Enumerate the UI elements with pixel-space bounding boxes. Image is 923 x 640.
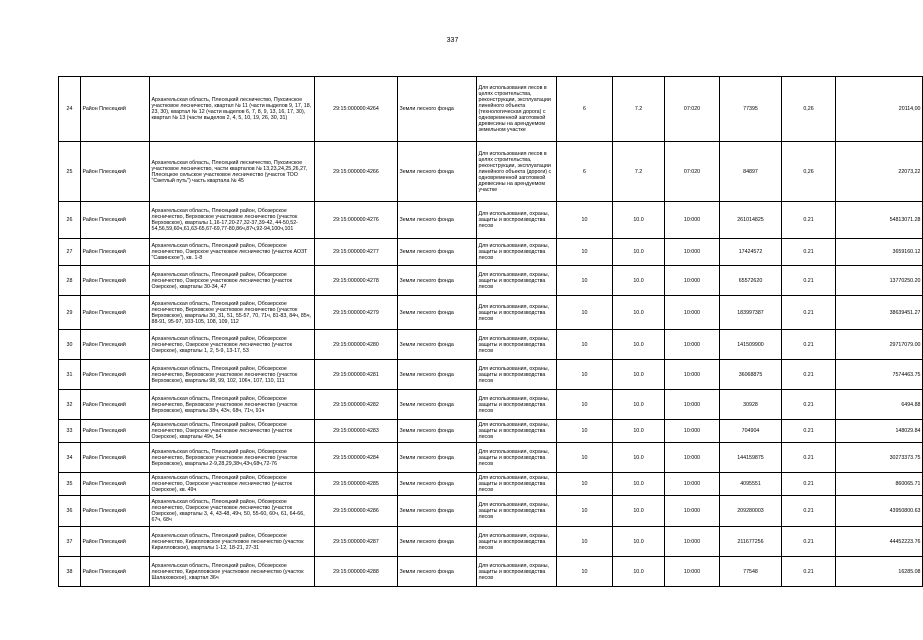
usage-purpose: Для использования, охраны, защиты и воспроизводства лесов <box>477 390 557 420</box>
location-description: Архангельская область, Плесецкий район, Обозерское лесничество, Верховское участковое лесничество (участок Верховское), кварталы 30, 31, 51, 55-57, 70, 71ч, 81-83, 84ч, 85ч, 88-91, 95-97, 103-105, 108, 109, 112 <box>150 296 315 330</box>
coefficient-2: 10.0 <box>613 390 665 420</box>
code-cell: 10:000 <box>665 420 720 443</box>
area-cell: 261014825 <box>720 202 782 239</box>
cadastral-number: 29:15:000000:4264 <box>315 77 398 142</box>
row-number: 28 <box>59 266 81 296</box>
table-row <box>59 142 923 202</box>
payment-cell: 16285.08 <box>836 557 923 587</box>
district-cell: Район Плесецкий <box>81 330 150 360</box>
usage-purpose: Для использования, охраны, защиты и воспроизводства лесов <box>477 330 557 360</box>
coefficient-1: 10 <box>557 420 613 443</box>
coefficient-2: 10.0 <box>613 239 665 266</box>
payment-cell: 860065.71 <box>836 473 923 496</box>
rate-cell: 0,26 <box>782 77 836 142</box>
location-description: Архангельская область, Плесецкий район, Обозерское лесничество, Верховское участковое лесничество (участок Верховское), кварталы 38ч, 43ч, 68ч, 71ч, 91ч <box>150 390 315 420</box>
district-cell: Район Плесецкий <box>81 266 150 296</box>
usage-purpose: Для использования, охраны, защиты и воспроизводства лесов <box>477 420 557 443</box>
usage-purpose: Для использования, охраны, защиты и воспроизводства лесов <box>477 473 557 496</box>
coefficient-1: 6 <box>557 142 613 202</box>
cadastral-number: 29:15:000000:4282 <box>315 390 398 420</box>
coefficient-2: 10.0 <box>613 557 665 587</box>
usage-purpose: Для использования, охраны, защиты и воспроизводства лесов <box>477 266 557 296</box>
land-category: Земли лесного фонда <box>398 202 477 239</box>
row-number: 34 <box>59 443 81 473</box>
coefficient-2: 10.0 <box>613 527 665 557</box>
location-description: Архангельская область, Плесецкий район, Обозерское лесничество, Верховское участковое лесничество (участок Верховское), кварталы 1,16-17,20-27,32-37,39-42, 44-50,52-54,56,59,60ч,61,63-65,67-69,77-80,86ч,87ч,92-94,100ч,101 <box>150 202 315 239</box>
usage-purpose: Для использования, охраны, защиты и воспроизводства лесов <box>477 202 557 239</box>
cadastral-number: 29:15:000000:4281 <box>315 360 398 390</box>
coefficient-1: 10 <box>557 390 613 420</box>
row-number: 29 <box>59 296 81 330</box>
cadastral-number: 29:15:000000:4286 <box>315 496 398 527</box>
code-cell: 10:000 <box>665 527 720 557</box>
code-cell: 10:000 <box>665 496 720 527</box>
district-cell: Район Плесецкий <box>81 473 150 496</box>
coefficient-1: 10 <box>557 557 613 587</box>
district-cell: Район Плесецкий <box>81 557 150 587</box>
district-cell: Район Плесецкий <box>81 296 150 330</box>
land-category: Земли лесного фонда <box>398 473 477 496</box>
rate-cell: 0.21 <box>782 496 836 527</box>
land-category: Земли лесного фонда <box>398 443 477 473</box>
coefficient-1: 10 <box>557 527 613 557</box>
land-category: Земли лесного фонда <box>398 420 477 443</box>
payment-cell: 43950800.63 <box>836 496 923 527</box>
coefficient-1: 10 <box>557 443 613 473</box>
coefficient-2: 10.0 <box>613 360 665 390</box>
row-number: 26 <box>59 202 81 239</box>
table-row <box>59 239 923 266</box>
area-cell: 141509900 <box>720 330 782 360</box>
table-row <box>59 496 923 527</box>
row-number: 33 <box>59 420 81 443</box>
cadastral-number: 29:15:000000:4280 <box>315 330 398 360</box>
location-description: Архангельская область, Плесецкий лесничество, Пуксинское участковое лесничество, части кварталов № 13,23,24,25,26,27, Плесецкое сельское участковое лесничество (участок ТОО "Светлый путь") часть квартала № 45 <box>150 142 315 202</box>
table-row <box>59 77 923 142</box>
table-row <box>59 527 923 557</box>
cadastral-number: 29:15:000000:4276 <box>315 202 398 239</box>
payment-cell: 54813071.28 <box>836 202 923 239</box>
location-description: Архангельская область, Плесецкий район, Обозерское лесничество, Верховское участковое лесничество (участок Верховское), кварталы 98, 99, 102, 106ч, 107, 110, 111 <box>150 360 315 390</box>
row-number: 36 <box>59 496 81 527</box>
cadastral-number: 29:15:000000:4277 <box>315 239 398 266</box>
usage-purpose: Для использования лесов в целях строительства, реконструкции, эксплуатации линейного объекта (дороги) с одновременной заготовкой древесины на арендуемом участке <box>477 142 557 202</box>
location-description: Архангельская область, Плесецкий район, Обозерское лесничество, Кирилловское участковое лесничество (участок Шалаховское), квартал 36ч <box>150 557 315 587</box>
usage-purpose: Для использования, охраны, защиты и воспроизводства лесов <box>477 496 557 527</box>
coefficient-2: 10.0 <box>613 202 665 239</box>
row-number: 35 <box>59 473 81 496</box>
payment-cell: 20114,00 <box>836 77 923 142</box>
table-row <box>59 296 923 330</box>
code-cell: 10:000 <box>665 557 720 587</box>
district-cell: Район Плесецкий <box>81 527 150 557</box>
area-cell: 183997387 <box>720 296 782 330</box>
location-description: Архангельская область, Плесецкий район, Обозерское лесничество, Кирилловское участковое лесничество (участок Кирилловское), кварталы 1-12, 18-21, 27-31 <box>150 527 315 557</box>
code-cell: 10:000 <box>665 330 720 360</box>
row-number: 24 <box>59 77 81 142</box>
area-cell: 209280003 <box>720 496 782 527</box>
coefficient-1: 10 <box>557 296 613 330</box>
district-cell: Район Плесецкий <box>81 239 150 266</box>
row-number: 38 <box>59 557 81 587</box>
district-cell: Район Плесецкий <box>81 390 150 420</box>
land-category: Земли лесного фонда <box>398 142 477 202</box>
coefficient-2: 7.2 <box>613 77 665 142</box>
cadastral-number: 29:15:000000:4266 <box>315 142 398 202</box>
land-category: Земли лесного фонда <box>398 527 477 557</box>
coefficient-2: 10.0 <box>613 473 665 496</box>
usage-purpose: Для использования, охраны, защиты и воспроизводства лесов <box>477 360 557 390</box>
code-cell: 07:020 <box>665 142 720 202</box>
land-category: Земли лесного фонда <box>398 557 477 587</box>
coefficient-2: 10.0 <box>613 443 665 473</box>
rate-cell: 0.21 <box>782 557 836 587</box>
coefficient-2: 10.0 <box>613 296 665 330</box>
coefficient-2: 10.0 <box>613 420 665 443</box>
coefficient-1: 10 <box>557 202 613 239</box>
table-row <box>59 390 923 420</box>
row-number: 31 <box>59 360 81 390</box>
area-cell: 77395 <box>720 77 782 142</box>
usage-purpose: Для использования, охраны, защиты и воспроизводства лесов <box>477 557 557 587</box>
code-cell: 10:000 <box>665 390 720 420</box>
rate-cell: 0.21 <box>782 390 836 420</box>
location-description: Архангельская область, Плесецкий район, Обозерское лесничество, Озерское участковое лесничество (участок Озерское), кв. 49ч <box>150 473 315 496</box>
district-cell: Район Плесецкий <box>81 496 150 527</box>
rate-cell: 0,26 <box>782 142 836 202</box>
code-cell: 10:000 <box>665 360 720 390</box>
district-cell: Район Плесецкий <box>81 202 150 239</box>
table-row <box>59 473 923 496</box>
coefficient-1: 10 <box>557 473 613 496</box>
cadastral-number: 29:15:000000:4287 <box>315 527 398 557</box>
row-number: 37 <box>59 527 81 557</box>
code-cell: 10:000 <box>665 296 720 330</box>
payment-cell: 6494.88 <box>836 390 923 420</box>
rate-cell: 0.21 <box>782 527 836 557</box>
coefficient-2: 7.2 <box>613 142 665 202</box>
usage-purpose: Для использования, охраны, защиты и воспроизводства лесов <box>477 239 557 266</box>
payment-cell: 148029.84 <box>836 420 923 443</box>
cadastral-number: 29:15:000000:4283 <box>315 420 398 443</box>
land-category: Земли лесного фонда <box>398 77 477 142</box>
rate-cell: 0.21 <box>782 239 836 266</box>
usage-purpose: Для использования, охраны, защиты и воспроизводства лесов <box>477 527 557 557</box>
area-cell: 84897 <box>720 142 782 202</box>
location-description: Архангельская область, Плесецкий район, Обозерское лесничество, Озерское участковое лесничество (участок Озерское), кварталы 1, 2, 5-9, 13-17, 53 <box>150 330 315 360</box>
table-row <box>59 557 923 587</box>
payment-cell: 44452223.76 <box>836 527 923 557</box>
code-cell: 10:000 <box>665 443 720 473</box>
coefficient-1: 10 <box>557 330 613 360</box>
coefficient-2: 10.0 <box>613 266 665 296</box>
cadastral-number: 29:15:000000:4285 <box>315 473 398 496</box>
district-cell: Район Плесецкий <box>81 360 150 390</box>
land-category: Земли лесного фонда <box>398 296 477 330</box>
page-number: 337 <box>446 37 459 44</box>
coefficient-1: 10 <box>557 496 613 527</box>
payment-cell: 22073,22 <box>836 142 923 202</box>
rate-cell: 0.21 <box>782 296 836 330</box>
coefficient-1: 6 <box>557 77 613 142</box>
area-cell: 144159875 <box>720 443 782 473</box>
code-cell: 10:000 <box>665 266 720 296</box>
rate-cell: 0.21 <box>782 420 836 443</box>
table-row <box>59 330 923 360</box>
area-cell: 704904 <box>720 420 782 443</box>
code-cell: 10:000 <box>665 239 720 266</box>
area-cell: 77548 <box>720 557 782 587</box>
area-cell: 30928 <box>720 390 782 420</box>
land-category: Земли лесного фонда <box>398 496 477 527</box>
coefficient-2: 10.0 <box>613 330 665 360</box>
cadastral-number: 29:15:000000:4278 <box>315 266 398 296</box>
rate-cell: 0.21 <box>782 202 836 239</box>
coefficient-1: 10 <box>557 266 613 296</box>
rate-cell: 0.21 <box>782 330 836 360</box>
cadastral-number: 29:15:000000:4284 <box>315 443 398 473</box>
payment-cell: 13770250.20 <box>836 266 923 296</box>
payment-cell: 7574463.75 <box>836 360 923 390</box>
district-cell: Район Плесецкий <box>81 420 150 443</box>
land-category: Земли лесного фонда <box>398 330 477 360</box>
area-cell: 65572620 <box>720 266 782 296</box>
land-category: Земли лесного фонда <box>398 239 477 266</box>
table-row <box>59 420 923 443</box>
location-description: Архангельская область, Плесецкий район, Обозерское лесничество, Озерское участковое лесничество (участок Озерское), кварталы 3, 4, 43-48, 49ч, 50, 55-60, 60ч, 61, 64-66, 67ч, 68ч <box>150 496 315 527</box>
table-row <box>59 202 923 239</box>
district-cell: Район Плесецкий <box>81 142 150 202</box>
rate-cell: 0.21 <box>782 266 836 296</box>
district-cell: Район Плесецкий <box>81 77 150 142</box>
rate-cell: 0.21 <box>782 473 836 496</box>
location-description: Архангельская область, Плесецкий район, Обозерское лесничество, Озерское участковое лесничество (участок АОЗТ "Савинское"), кв. 1-8 <box>150 239 315 266</box>
land-category: Земли лесного фонда <box>398 360 477 390</box>
row-number: 25 <box>59 142 81 202</box>
rate-cell: 0.21 <box>782 443 836 473</box>
location-description: Архангельская область, Плесецкий район, Обозерское лесничество, Озерское участковое лесничество (участок Озерское), кварталы 49ч, 54 <box>150 420 315 443</box>
row-number: 32 <box>59 390 81 420</box>
area-cell: 36068875 <box>720 360 782 390</box>
area-cell: 4095551 <box>720 473 782 496</box>
row-number: 27 <box>59 239 81 266</box>
district-cell: Район Плесецкий <box>81 443 150 473</box>
coefficient-1: 10 <box>557 239 613 266</box>
payment-cell: 38639451.27 <box>836 296 923 330</box>
usage-purpose: Для использования, охраны, защиты и воспроизводства лесов <box>477 443 557 473</box>
location-description: Архангельская область, Плесецкий район, Обозерское лесничество, Озерское участковое лесничество (участок Озерское), кварталы 30-34, 47 <box>150 266 315 296</box>
coefficient-1: 10 <box>557 360 613 390</box>
payment-cell: 30273373.75 <box>836 443 923 473</box>
table-row <box>59 360 923 390</box>
location-description: Архангельская область, Плесецкий район, Обозерское лесничество, Верховское участковое лесничество (участок Верховское), кварталы 2-9,28,29,38ч,43ч,68ч,72-76 <box>150 443 315 473</box>
code-cell: 07:020 <box>665 77 720 142</box>
row-number: 30 <box>59 330 81 360</box>
table-row <box>59 266 923 296</box>
area-cell: 17424572 <box>720 239 782 266</box>
cadastral-number: 29:15:000000:4288 <box>315 557 398 587</box>
code-cell: 10:000 <box>665 202 720 239</box>
payment-cell: 3659160.12 <box>836 239 923 266</box>
rate-cell: 0.21 <box>782 360 836 390</box>
usage-purpose: Для использования лесов в целях строительства, реконструкции, эксплуатации линейного объекта (технологическая дорога) с одновременной заготовкой древесины на арендуемом земельном участке <box>477 77 557 142</box>
location-description: Архангельская область, Плесецкий лесничество, Пуксинское участковое лесничество, квартал № 11 (части выделов 9, 17, 18, 23, 30), квартал № 12 (части выделов 6, 7, 8, 9, 13, 16, 17, 30), квартал № 13 (части выделов 2, 4, 5, 10, 19, 26, 30, 31) <box>150 77 315 142</box>
payment-cell: 29717079.00 <box>836 330 923 360</box>
table-row <box>59 443 923 473</box>
cadastral-number: 29:15:000000:4279 <box>315 296 398 330</box>
usage-purpose: Для использования, охраны, защиты и воспроизводства лесов <box>477 296 557 330</box>
land-category: Земли лесного фонда <box>398 390 477 420</box>
code-cell: 10:000 <box>665 473 720 496</box>
land-parcels-table <box>58 76 923 587</box>
land-category: Земли лесного фонда <box>398 266 477 296</box>
area-cell: 211677256 <box>720 527 782 557</box>
coefficient-2: 10.0 <box>613 496 665 527</box>
